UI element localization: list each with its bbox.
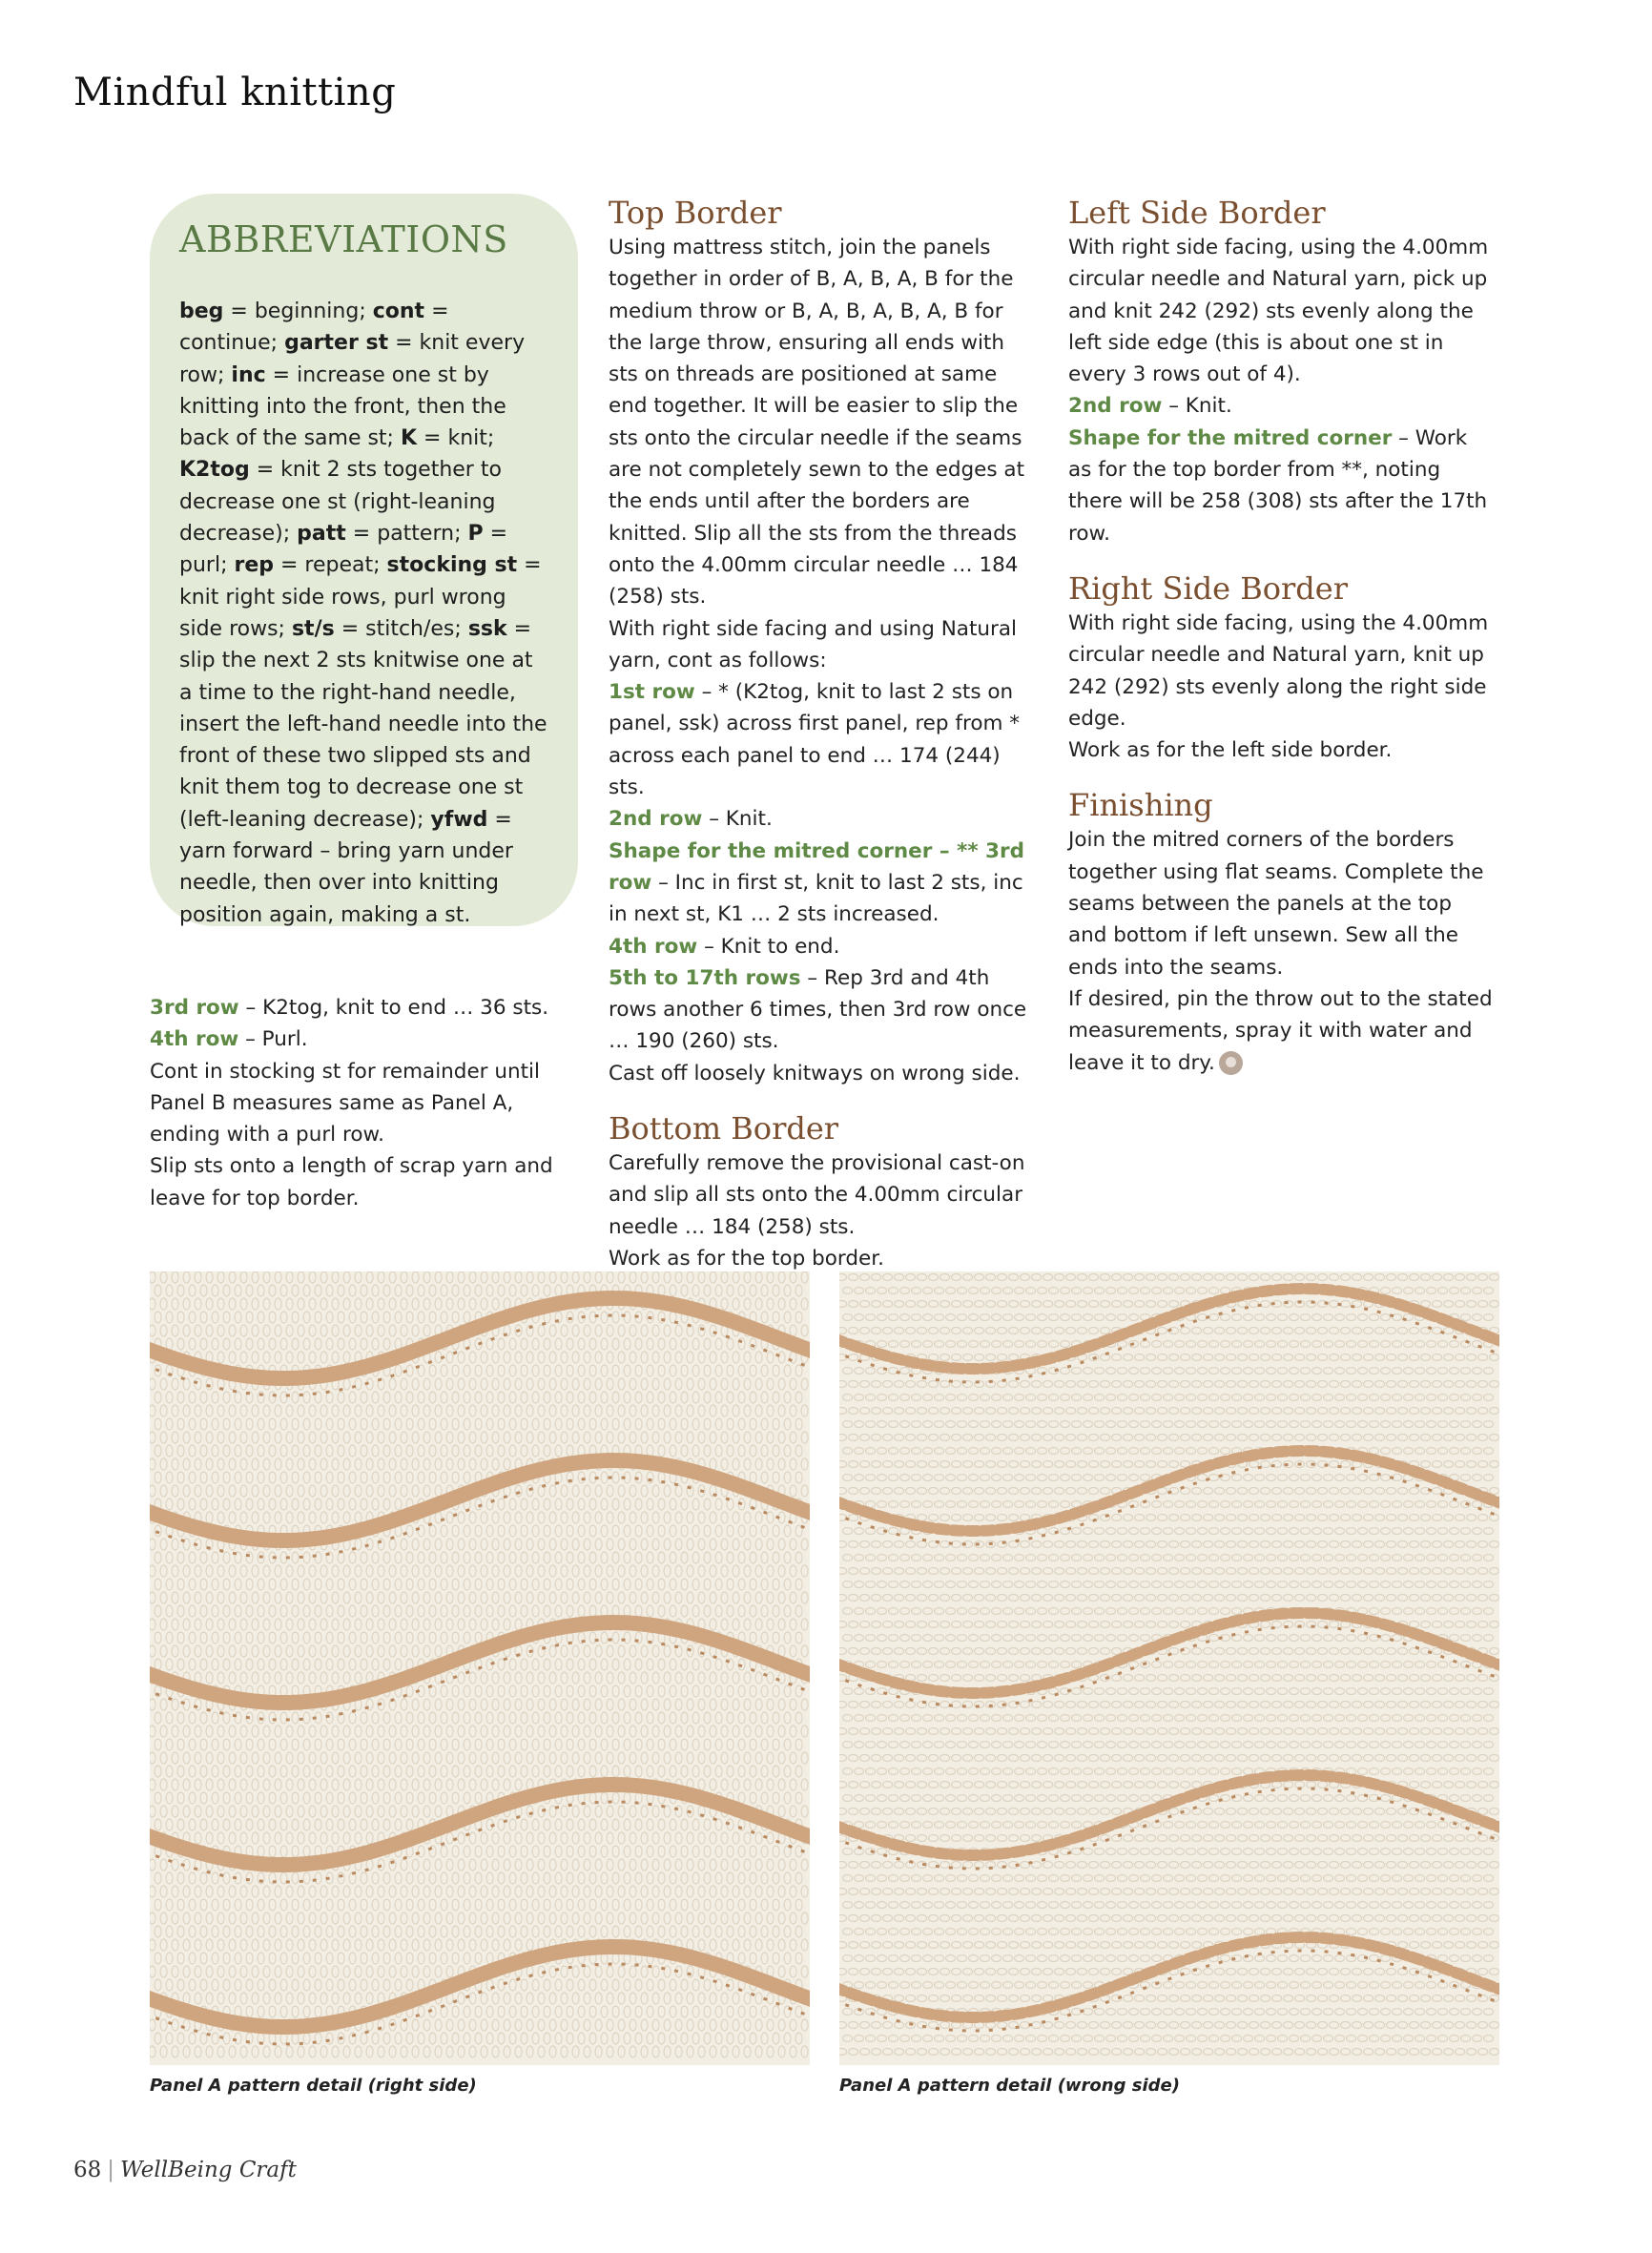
row2-instruction (1068, 390, 1496, 422)
abbreviation-term: cont (372, 300, 425, 323)
abbreviation-definition: = knit 2 sts together to decrease one st (right-leaning decrease); (179, 458, 502, 547)
section-title: Mindful knitting (73, 71, 397, 114)
abbreviation-term: beg (179, 300, 224, 323)
row-text: – Knit to end. (697, 934, 840, 959)
shape-label: Shape for the mitred corner (609, 838, 933, 863)
paragraph: Cont in stocking st for remainder until Panel B measures same as Panel A, ending with a purl row. (150, 1059, 540, 1147)
abbreviation-term: yfwd (430, 807, 488, 832)
row-label: 5th to 17th rows (609, 965, 801, 990)
row-text: – K2tog, knit to end … 36 sts. (238, 996, 549, 1020)
row3-instruction (150, 992, 569, 1023)
abbreviation-definition: = slip the next 2 sts knitwise one at a time to the right-hand needle, insert the left-hand needle into the front of these two slipped sts and knit them tog to decrease one st (left-leaning decrease); (179, 616, 547, 832)
page-footer (73, 2158, 297, 2182)
abbreviation-definition: = continue; (179, 300, 449, 356)
row-label: 2nd row (1068, 394, 1163, 419)
caption-wrong-side: Panel A pattern detail (wrong side) (839, 2076, 1180, 2096)
panel-b-continuation (150, 992, 569, 1214)
row-label: 4th row (150, 1027, 239, 1052)
row-text: – Knit. (702, 807, 773, 832)
abbreviation-term: K2tog (179, 458, 250, 483)
heading-left-side-border: Left Side Border (1068, 195, 1326, 231)
abbreviation-term: ssk (467, 616, 507, 641)
row-label: 3rd row (150, 996, 239, 1020)
end-of-article-icon (1219, 1051, 1243, 1075)
abbreviation-definition: = beginning; (223, 300, 373, 323)
heading-right-side-border: Right Side Border (1068, 569, 1348, 607)
paragraph: With right side facing, using the 4.00mm circular needle and Natural yarn, knit up 242 (292) sts evenly along the right side edge. (1068, 610, 1489, 731)
abbreviation-term: P (467, 522, 484, 547)
abbreviation-definition: = knit; (417, 426, 495, 451)
paragraph: Cast off loosely knitways on wrong side. (609, 1061, 1021, 1085)
abbreviation-term: K (400, 426, 418, 451)
row4-instruction (150, 1023, 569, 1055)
photo-right-side (150, 1271, 810, 2065)
row5-instruction (609, 962, 1036, 1058)
shape-label: Shape for the mitred corner (1068, 425, 1393, 450)
row-text: – Inc in first st, knit to last 2 sts, inc in next st, K1 … 2 sts increased. (609, 870, 1023, 927)
paragraph (1068, 983, 1496, 1079)
paragraph: Join the mitred corners of the borders together using flat seams. Complete the seams between the panels at the top and bottom if left unsewn. Sew all the ends into the seams. (1068, 828, 1484, 980)
caption-right-side: Panel A pattern detail (right side) (150, 2076, 477, 2096)
row2-instruction (609, 803, 1036, 835)
abbreviation-term: st/s (291, 616, 335, 641)
row-text: – * (K2tog, knit to last 2 sts on panel, ssk) across first panel, rep from * across each panel to end … 174 (244) sts. (609, 680, 1021, 800)
row-text: – Knit. (1162, 394, 1232, 419)
row-text: – Work as for the top border from **, noting there will be 258 (308) sts after the 17th row. (1068, 425, 1488, 546)
abbreviations-title: ABBREVIATIONS (179, 218, 508, 260)
shape-instruction (1068, 423, 1496, 549)
row1-instruction (609, 676, 1036, 803)
row-label: 4th row (609, 934, 698, 959)
abbreviation-definition: = yarn forward – bring yarn under needle, then over into knitting position again, making a st. (179, 807, 513, 927)
knit-wave-image (150, 1271, 810, 2065)
row4-instruction (609, 931, 1036, 962)
abbreviation-term: garter st (284, 331, 389, 356)
paragraph: Carefully remove the provisional cast-on and slip all sts onto the 4.00mm circular needle … 184 (258) sts. (609, 1151, 1025, 1239)
paragraph: Using mattress stitch, join the panels together in order of B, A, B, A, B for the medium throw or B, A, B, A, B, A, B for the large throw, ensuring all ends with sts on threads are positioned at same end together. It will be easier to slip the sts onto the circular needle if the seams are not completely sewn to the edges at the ends until after the borders are knitted. Slip all the sts from the threads onto the 4.00mm circular needle … 184 (258) sts. (609, 236, 1025, 610)
abbreviation-term: inc (231, 362, 266, 387)
paragraph: Slip sts onto a length of scrap yarn and leave for top border. (150, 1154, 553, 1210)
heading-finishing: Finishing (1068, 787, 1213, 824)
knit-wave-image (839, 1271, 1499, 2065)
paragraph: With right side facing and using Natural yarn, cont as follows: (609, 616, 1018, 672)
heading-bottom-border: Bottom Border (609, 1110, 839, 1147)
photo-wrong-side (839, 1271, 1499, 2065)
column-top-bottom-border (609, 194, 1036, 1274)
abbreviation-definition: = stitch/es; (334, 616, 468, 641)
magazine-name: WellBeing Craft (120, 2158, 297, 2182)
abbreviation-term: patt (297, 522, 346, 547)
finishing-text: If desired, pin the throw out to the stated measurements, spray it with water and leave it to dry. (1068, 986, 1493, 1075)
abbreviations-list (179, 296, 549, 931)
abbreviation-definition: = purl; (179, 522, 508, 578)
heading-top-border: Top Border (609, 195, 782, 231)
shape-separator: – (932, 838, 958, 863)
abbreviations-box (150, 194, 578, 926)
row-label: 2nd row (609, 807, 703, 832)
abbreviation-term: rep (234, 553, 275, 578)
abbreviation-definition: = pattern; (345, 522, 468, 547)
column-side-borders (1068, 194, 1496, 1079)
row3-instruction (609, 836, 1036, 931)
row-label: 1st row (609, 680, 695, 705)
footer-separator: | (107, 2158, 115, 2182)
row-text: – Rep 3rd and 4th rows another 6 times, then 3rd row once … 190 (260) sts. (609, 965, 1027, 1054)
abbreviation-definition: = knit right side rows, purl wrong side rows; (179, 553, 542, 641)
abbreviation-definition: = increase one st by knitting into the front, then the back of the same st; (179, 362, 506, 451)
abbreviation-definition: = knit every row; (179, 331, 526, 387)
page-number: 68 (73, 2158, 102, 2182)
paragraph: Work as for the top border. (609, 1246, 884, 1271)
row-label: ** 3rd row (609, 838, 1025, 895)
abbreviation-term: stocking st (386, 553, 518, 578)
paragraph: With right side facing, using the 4.00mm circular needle and Natural yarn, pick up and knit 242 (292) sts evenly along the left side edge (this is about one st in every 3 rows out of 4). (1068, 236, 1489, 387)
paragraph: Work as for the left side border. (1068, 738, 1393, 763)
abbreviation-definition: = repeat; (274, 553, 387, 578)
row-text: – Purl. (238, 1027, 308, 1052)
